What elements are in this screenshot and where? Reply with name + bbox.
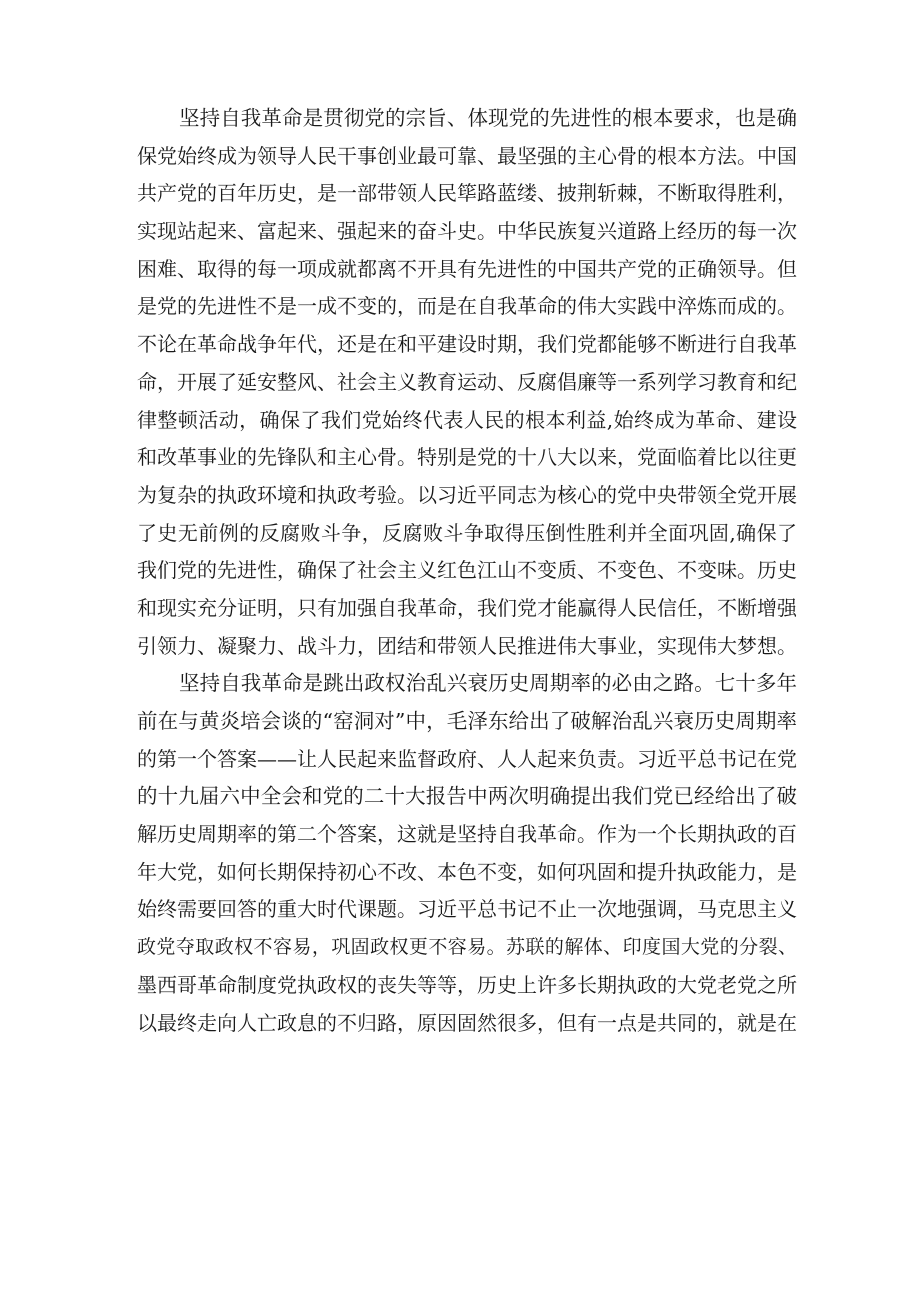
text-line: 为复杂的执政环境和执政考验。以习近平同志为核心的党中央带领全党开展 bbox=[137, 482, 797, 507]
text-line: 律整顿活动，确保了我们党始终代表人民的根本利益,始终成为革命、建设 bbox=[137, 407, 797, 432]
text-line: 保党始终成为领导人民干事创业最可靠、最坚强的主心骨的根本方法。中国 bbox=[137, 143, 797, 168]
text-line: 共产党的百年历史，是一部带领人民筚路蓝缕、披荆斩棘，不断取得胜利， bbox=[137, 181, 797, 206]
text-line: 引领力、凝聚力、战斗力，团结和带领人民推进伟大事业，实现伟大梦想。 bbox=[137, 633, 797, 658]
text-line: 解历史周期率的第二个答案，这就是坚持自我革命。作为一个长期执政的百 bbox=[137, 822, 797, 847]
text-line: 不论在革命战争年代，还是在和平建设时期，我们党都能够不断进行自我革 bbox=[137, 332, 797, 357]
text-line: 和改革事业的先锋队和主心骨。特别是党的十八大以来，党面临着比以往更 bbox=[137, 445, 797, 470]
text-line: 我们党的先进性，确保了社会主义红色江山不变质、不变色、不变味。历史 bbox=[137, 558, 797, 583]
text-line: 是党的先进性不是一成不变的，而是在自我革命的伟大实践中淬炼而成的。 bbox=[137, 294, 797, 319]
text-line: 墨西哥革命制度党执政权的丧失等等，历史上许多长期执政的大党老党之所 bbox=[137, 972, 797, 997]
text-line: 坚持自我革命是跳出政权治乱兴衰历史周期率的必由之路。七十多年 bbox=[179, 671, 797, 696]
text-line: 困难、取得的每一项成就都离不开具有先进性的中国共产党的正确领导。但 bbox=[137, 256, 797, 281]
text-line: 实现站起来、富起来、强起来的奋斗史。中华民族复兴道路上经历的每一次 bbox=[137, 219, 797, 244]
text-line: 和现实充分证明，只有加强自我革命，我们党才能赢得人民信任，不断增强 bbox=[137, 595, 797, 620]
text-line: 政党夺取政权不容易，巩固政权更不容易。苏联的解体、印度国大党的分裂、 bbox=[137, 936, 797, 959]
text-line: 始终需要回答的重大时代课题。习近平总书记不止一次地强调，马克思主义 bbox=[137, 897, 797, 922]
text-line: 前在与黄炎培会谈的“窑洞对”中，毛泽东给出了破解治乱兴衰历史周期率 bbox=[137, 709, 797, 733]
text-line: 坚持自我革命是贯彻党的宗旨、体现党的先进性的根本要求，也是确 bbox=[179, 106, 797, 130]
text-line: 命，开展了延安整风、社会主义教育运动、反腐倡廉等一系列学习教育和纪 bbox=[137, 369, 797, 394]
text-line: 以最终走向人亡政息的不归路，原因固然很多，但有一点是共同的，就是在 bbox=[137, 1010, 797, 1035]
text-line: 了史无前例的反腐败斗争，反腐败斗争取得压倒性胜利并全面巩固,确保了 bbox=[137, 520, 797, 545]
text-line: 的第一个答案——让人民起来监督政府、人人起来负责。习近平总书记在党 bbox=[137, 746, 797, 771]
document-body bbox=[137, 100, 797, 1042]
text-line: 的十九届六中全会和党的二十大报告中两次明确提出我们党已经给出了破 bbox=[137, 784, 797, 809]
text-line: 年大党，如何长期保持初心不改、本色不变，如何巩固和提升执政能力，是 bbox=[137, 859, 797, 884]
